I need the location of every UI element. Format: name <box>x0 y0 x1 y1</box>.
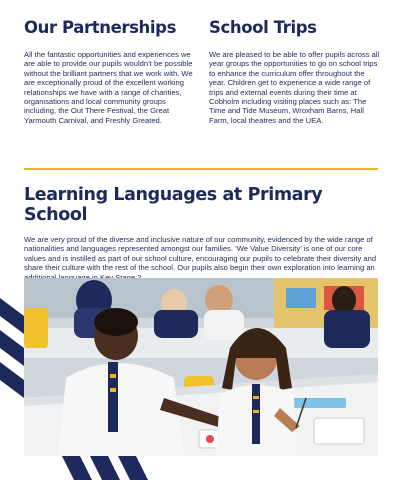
partnerships-body: All the fantastic opportunities and experiences we are able to provide our pupils wouldn’t be possible without the brilliant partners that we work with. We are exceptionally proud of the excellent working relationships we have with a range of charities, organisations and local community groups including, the Out There Festival, the Great Yarmouth Carnival, and Freshly Greated. <box>24 50 193 125</box>
school-trips-section <box>209 18 381 125</box>
languages-section <box>24 185 380 282</box>
school-trips-body: We are pleased to be able to offer pupils across all year groups the opportunities to go on school trips to enhance the curriculum offer throughout the year. Children get to experience a wide range of trips and external events during their time at Cobholm including visiting places such as: The Time and Tide Museum, Wroxham Barns, Hall Farm, local theatres and the UEA. <box>209 50 380 125</box>
school-trips-heading: School Trips <box>209 18 317 37</box>
section-divider <box>24 168 378 170</box>
classroom-photo <box>24 278 378 456</box>
languages-body: We are very proud of the diverse and inclusive nature of our community, evidenced by the wide range of nationalities and languages represented amongst our families. ‘We Value Diversity’ is one of our core values and is instilled as part of our school culture, encouraging our pupils to celebrate their diversity and share their culture with the rest of the school. Our pupils also begin their own exploration into learning an <box>24 235 377 273</box>
classroom-illustration <box>24 278 378 456</box>
languages-heading: Learning Languages at Primary School <box>24 185 323 225</box>
partnerships-section <box>24 18 196 125</box>
partnerships-heading: Our Partnerships <box>24 18 176 37</box>
